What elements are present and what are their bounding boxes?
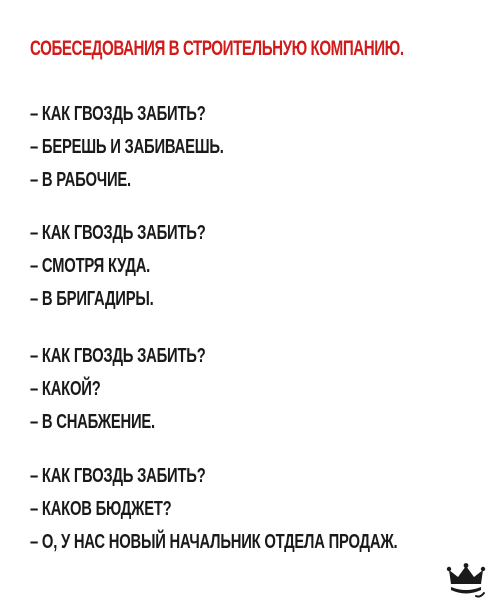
dialog-block-sales: [30, 460, 493, 559]
dialog-line: – КАКОВ БЮДЖЕТ?: [30, 498, 172, 520]
dialog-line: – В РАБОЧИЕ.: [30, 169, 131, 191]
dialog-line: – СМОТРЯ КУДА.: [30, 255, 151, 277]
dialog-line: – КАКОЙ?: [30, 378, 101, 400]
dialog-block-workers: [30, 98, 292, 197]
dialog-line: – В СНАБЖЕНИЕ.: [30, 411, 155, 433]
crown-smile-icon: [446, 562, 486, 600]
dialog-line: – КАК ГВОЗДЬ ЗАБИТЬ?: [30, 465, 206, 487]
dialog-line: – БЕРЕШЬ И ЗАБИВАЕШЬ.: [30, 136, 224, 158]
dialog-line: – В БРИГАДИРЫ.: [30, 288, 154, 310]
dialog-block-supply: [30, 340, 267, 439]
dialog-line: – КАК ГВОЗДЬ ЗАБИТЬ?: [30, 345, 206, 367]
page-title: СОБЕСЕДОВАНИЯ В СТРОИТЕЛЬНУЮ КОМПАНИЮ.: [30, 37, 404, 60]
dialog-line: – О, У НАС НОВЫЙ НАЧАЛЬНИК ОТДЕЛА ПРОДАЖ.: [30, 531, 398, 553]
dialog-line: – КАК ГВОЗДЬ ЗАБИТЬ?: [30, 222, 206, 244]
dialog-line: – КАК ГВОЗДЬ ЗАБИТЬ?: [30, 103, 206, 125]
dialog-block-foremen: [30, 217, 267, 316]
